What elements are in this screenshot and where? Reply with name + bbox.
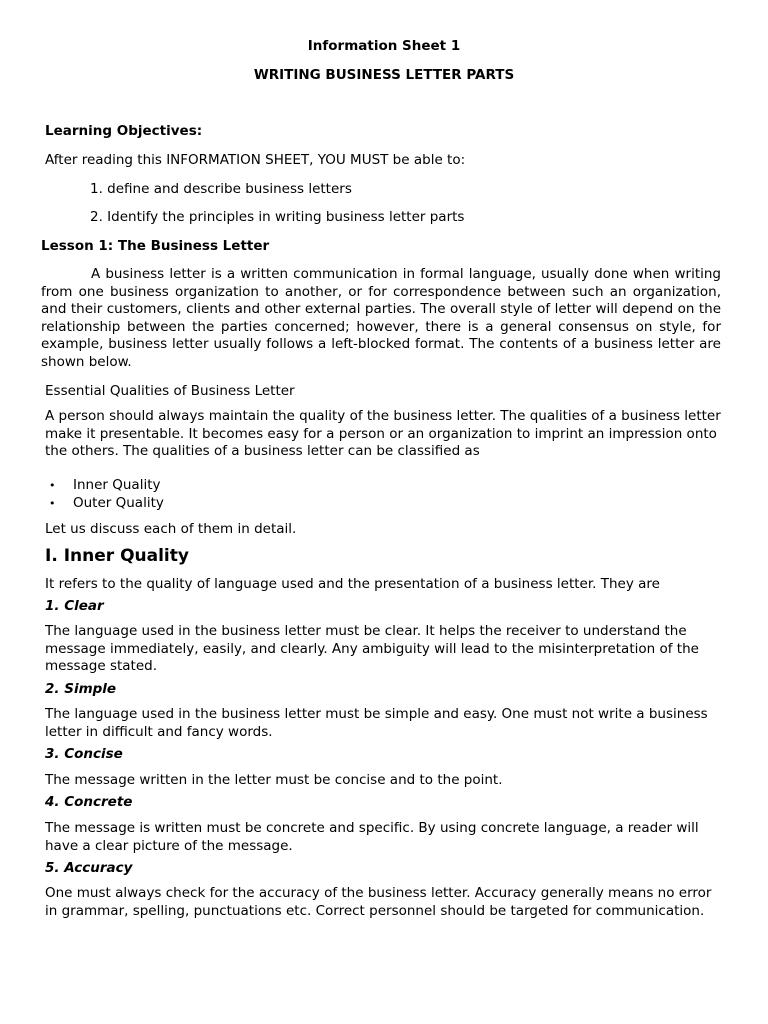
inner-quality-intro: It refers to the quality of language used and the presentation of a business letter. They are: [45, 576, 660, 592]
objectives-intro: After reading this INFORMATION SHEET, YOU MUST be able to:: [45, 152, 466, 168]
lesson-paragraph: A business letter is a written communication in formal language, usually done when writing from one business organization to another, or for correspondence between such an organization, and their customers, clients and other external parties. The overall style of letter will depend on the relationship between the parties concerned; however, there is a general consensus on style, for example, business letter usually follows a left-blocked format. The contents of a business letter are shown below.: [41, 266, 721, 370]
qualities-paragraph: A person should always maintain the quality of the business letter. The qualities of a business letter make it presentable. It becomes easy for a person or an organization to imprint an impression onto the others. The qualities of a business letter can be classified as: [45, 408, 721, 459]
quality-text-simple: The language used in the business letter must be simple and easy. One must not write a business letter in difficult and fancy words.: [45, 706, 708, 740]
list-item: [45, 495, 164, 513]
lesson-heading: Lesson 1: The Business Letter: [41, 238, 270, 254]
inner-quality-heading: I. Inner Quality: [45, 546, 189, 566]
quality-heading-accuracy: 5. Accuracy: [45, 860, 133, 876]
objective-item: 2. Identify the principles in writing business letter parts: [90, 209, 465, 225]
quality-text-concise: The message written in the letter must be concise and to the point.: [45, 772, 503, 788]
discuss-text: Let us discuss each of them in detail.: [45, 521, 297, 537]
bullet-label: Inner Quality: [73, 477, 161, 493]
quality-heading-concrete: 4. Concrete: [45, 794, 133, 810]
qualities-heading: Essential Qualities of Business Letter: [45, 383, 295, 399]
objective-item: 1. define and describe business letters: [90, 181, 352, 197]
quality-text-clear: The language used in the business letter must be clear. It helps the receiver to understand the message immediately, easily, and clearly. Any ambiguity will lead to the misinterpretation of the message stated.: [45, 623, 699, 674]
list-item: [45, 477, 164, 495]
quality-heading-clear: 1. Clear: [45, 598, 104, 614]
bullet-icon: •: [49, 496, 56, 510]
sheet-subtitle: WRITING BUSINESS LETTER PARTS: [253, 67, 515, 83]
bullet-label: Outer Quality: [73, 494, 164, 511]
quality-heading-simple: 2. Simple: [45, 681, 117, 697]
qualities-bullet-list: [45, 477, 164, 512]
sheet-title: Information Sheet 1: [307, 38, 461, 54]
objectives-heading: Learning Objectives:: [45, 123, 203, 139]
quality-heading-concise: 3. Concise: [45, 746, 123, 762]
bullet-icon: •: [49, 479, 56, 492]
quality-text-accuracy: One must always check for the accuracy of the business letter. Accuracy generally means no error in grammar, spelling, punctuations etc. Correct personnel should be targeted for communication.: [45, 885, 712, 919]
quality-text-concrete: The message is written must be concrete and specific. By using concrete language, a reader will have a clear picture of the message.: [45, 820, 699, 854]
